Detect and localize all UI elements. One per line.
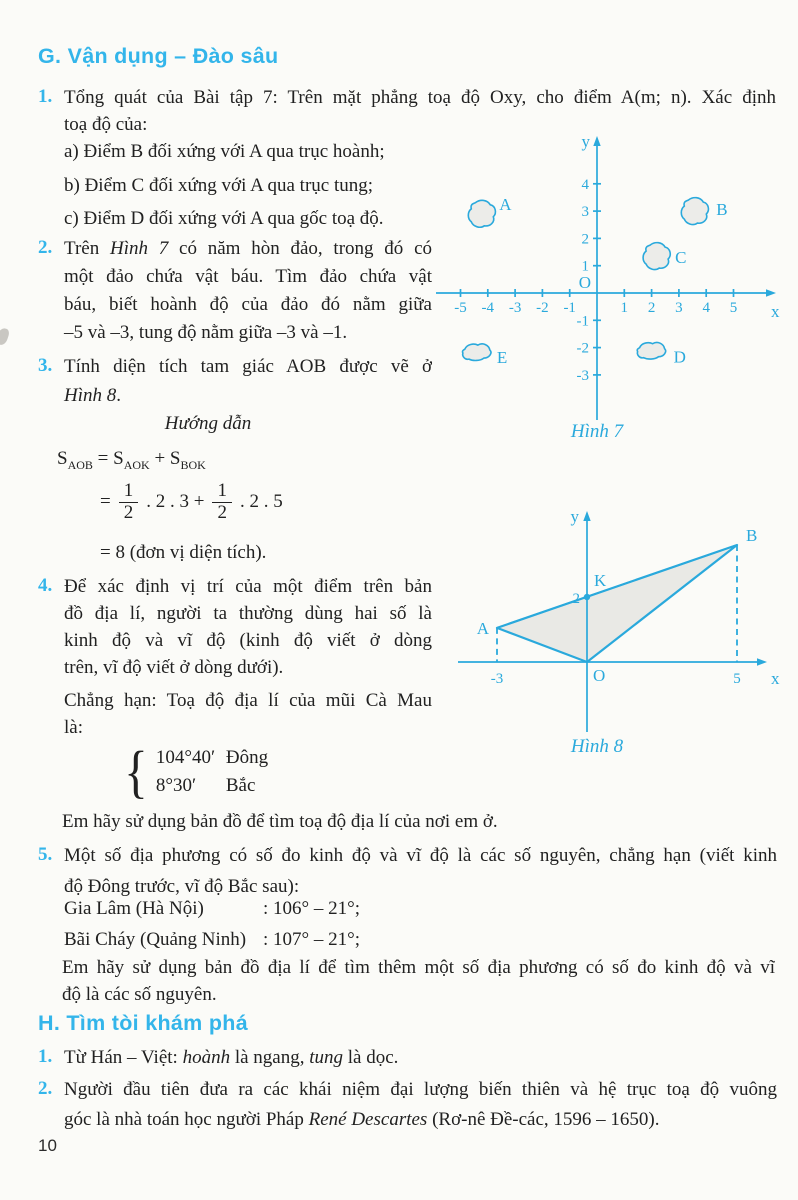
fig7-y-tick-label: 3: [581, 204, 589, 221]
place-name: Gia Lâm (Hà Nội): [64, 898, 204, 919]
item-5-line-1: Một số địa phương có số đo kinh độ và vĩ độ là các số nguyên, chẳng hạn (viết kinh: [64, 845, 777, 866]
fig8-x-tick-label: -3: [490, 671, 504, 687]
coordinates-brace-block: [122, 739, 269, 804]
longitude-value: 104°40′: [155, 747, 216, 768]
item-1-line-2: toạ độ của:: [64, 114, 148, 135]
item-2-line-3: báu, biết hoành độ của đảo đó nằm giữa: [64, 294, 432, 315]
fig7-x-tick-label: -3: [508, 300, 522, 316]
coordinate-line-1: [156, 744, 268, 772]
fraction-one-half-2: [212, 481, 232, 524]
h-item-2-line-2: góc là nhà toán học người Pháp René Descartes (Rơ-nê Đề-các, 1596 – 1650).: [64, 1109, 660, 1130]
item-2-number: 2.: [38, 237, 53, 258]
section-h-heading: H. Tìm tòi khám phá: [38, 1011, 248, 1035]
item-1-sub-a: a) Điểm B đối xứng với A qua trục hoành;: [64, 141, 385, 162]
item-5-row-gia-lam: [64, 897, 360, 921]
island-shape-icon: [463, 344, 491, 361]
island-b: [681, 198, 708, 225]
item-4-line-2: đồ địa lí, người ta thường dùng hai số là: [64, 603, 432, 624]
island-d: [637, 343, 665, 360]
fig7-x-tick-label: 1: [620, 300, 629, 316]
eq2-equals: =: [100, 491, 111, 513]
island-label-d: D: [673, 347, 686, 367]
point-k-dot: [584, 594, 590, 600]
solution-title: Hướng dẫn: [164, 413, 252, 434]
frac1-denominator: 2: [119, 502, 139, 524]
solution-eq-3: = 8 (đơn vị diện tích).: [100, 542, 267, 563]
print-artifact: [0, 327, 10, 347]
item-2-line-1: Trên Hình 7 có năm hòn đảo, trong đó có: [64, 238, 432, 259]
island-shape-icon: [468, 200, 495, 227]
fig8-caption: Hình 8: [570, 736, 624, 757]
figure-hinh-7: [430, 128, 792, 446]
solution-eq-2: [100, 481, 283, 524]
fig7-axes: [436, 132, 780, 420]
fig8-under: [497, 545, 737, 662]
island-e: [463, 344, 491, 361]
fraction-one-half: [119, 481, 139, 524]
fig7-y-tick-label: 2: [581, 231, 589, 248]
triangle-aob: [497, 545, 737, 662]
fig7-x-tick-label: -1: [563, 300, 576, 316]
fig7-x-tick-label: 3: [675, 300, 683, 316]
h-item-2-number: 2.: [38, 1078, 53, 1099]
frac2-denominator: 2: [212, 502, 232, 524]
coordinate-line-2: [156, 772, 268, 800]
item-1-line-1: Tổng quát của Bài tập 7: Trên mặt phẳng toạ độ Oxy, cho điểm A(m; n). Xác định: [64, 87, 776, 108]
item-4-example-line-1: Chẳng hạn: Toạ độ địa lí của mũi Cà Mau: [64, 690, 432, 711]
fig8-x-tick-label: 5: [733, 671, 741, 687]
fig7-x-axis-label: x: [771, 302, 780, 321]
island-shape-icon: [643, 243, 670, 270]
point-label-o: O: [593, 666, 606, 685]
fig8-y-axis-label: y: [570, 507, 579, 526]
item-4-number: 4.: [38, 575, 53, 596]
fig7-x-tick-label: 4: [702, 300, 710, 316]
item-2-line-2: một đảo chứa vật báu. Tìm đảo chứa vật: [64, 266, 432, 287]
page-number: 10: [38, 1136, 57, 1155]
item-3-number: 3.: [38, 355, 53, 376]
frac1-numerator: 1: [123, 480, 134, 501]
section-g-heading: G. Vận dụng – Đào sâu: [38, 44, 279, 68]
fig8-y-arrow-icon: [583, 511, 590, 521]
item-1-number: 1.: [38, 86, 53, 107]
fig7-y-arrow-icon: [593, 136, 600, 146]
fig7-y-tick-label: 4: [581, 176, 589, 193]
island-label-e: E: [496, 348, 508, 368]
latitude-value: 8°30′: [155, 775, 197, 796]
island-shape-icon: [637, 343, 665, 360]
frac2-numerator: 1: [217, 480, 227, 501]
item-3-line-1: Tính diện tích tam giác AOB được vẽ ở: [64, 356, 432, 377]
item-4-closing: Em hãy sử dụng bản đồ để tìm toạ độ địa lí của nơi em ở.: [62, 811, 498, 832]
fig7-y-tick-label: 1: [581, 258, 589, 275]
fig7-y-tick-label: -1: [576, 313, 589, 330]
island-c: [643, 243, 670, 270]
longitude-direction: Đông: [225, 747, 269, 768]
item-5-closing-line-2: độ là các số nguyên.: [62, 984, 217, 1005]
item-1-sub-c: c) Điểm D đối xứng với A qua gốc toạ độ.: [64, 208, 384, 229]
place-name: Bãi Cháy (Quảng Ninh): [64, 929, 247, 950]
fig7-origin-label: O: [578, 273, 591, 292]
eq2-middle: . 2 . 3 +: [146, 491, 205, 513]
island-label-a: A: [499, 194, 512, 214]
item-5-row-bai-chay: [64, 928, 360, 952]
fig8-x-axis-label: x: [771, 669, 780, 688]
item-5-line-2: độ Đông trước, vĩ độ Bắc sau):: [64, 876, 300, 897]
fig7-x-tick-label: -4: [481, 300, 495, 316]
item-3-line-2: Hình 8.: [64, 385, 121, 406]
h-item-1-number: 1.: [38, 1046, 53, 1067]
place-coordinates: : 107° – 21°;: [263, 929, 361, 950]
fig8-x-arrow-icon: [757, 658, 767, 665]
island-shape-icon: [681, 198, 708, 225]
h-item-2-line-1: Người đầu tiên đưa ra các khái niệm đại lượng biến thiên và hệ trục toạ độ vuông: [64, 1079, 777, 1100]
fig7-y-axis-label: y: [581, 132, 590, 151]
fig7-x-arrow-icon: [766, 289, 776, 296]
h-item-1-text: Từ Hán – Việt: hoành là ngang, tung là dọc.: [64, 1047, 399, 1068]
item-4-line-1: Để xác định vị trí của một điểm trên bản: [64, 576, 432, 597]
fig7-caption: Hình 7: [570, 421, 624, 442]
eq2-suffix: . 2 . 5: [239, 491, 283, 513]
island-a: [468, 200, 495, 227]
point-label-a: A: [476, 618, 489, 638]
fig7-x-tick-label: 5: [729, 300, 738, 316]
item-4-line-4: trên, vĩ độ viết ở dòng dưới).: [64, 657, 284, 678]
item-2-line-4: –5 và –3, tung độ nằm giữa –3 và –1.: [64, 322, 348, 343]
fig7-x-tick-label: -5: [454, 300, 467, 316]
fig8-k-tick-label: 2: [572, 591, 580, 607]
figure-hinh-8: [440, 495, 790, 767]
fig7-x-tick-label: 2: [647, 300, 656, 316]
fig7-y-tick-label: -3: [576, 367, 589, 384]
island-label-b: B: [716, 200, 728, 220]
item-5-closing-line-1: Em hãy sử dụng bản đồ địa lí để tìm thêm một số địa phương có số đo kinh độ và vĩ: [62, 957, 775, 978]
island-label-c: C: [675, 248, 687, 268]
point-label-k: K: [594, 571, 607, 590]
solution-eq-1: $S_{AOB} = S_{AOK} + S_{BOK}$: [57, 448, 206, 472]
place-coordinates: : 106° – 21°;: [263, 898, 361, 919]
item-4-example-line-2: là:: [64, 717, 83, 738]
latitude-direction: Bắc: [225, 775, 256, 796]
item-4-line-3: kinh độ và vĩ độ (kinh độ viết ở dòng: [64, 630, 432, 651]
left-brace: {: [124, 739, 148, 804]
point-label-b: B: [746, 526, 758, 545]
fig7-dynamic: [454, 177, 737, 384]
item-1-sub-b: b) Điểm C đối xứng với A qua trục tung;: [64, 175, 374, 196]
fig7-y-tick-label: -2: [576, 340, 589, 357]
item-5-number: 5.: [38, 844, 53, 865]
fig7-x-tick-label: -2: [536, 300, 549, 316]
